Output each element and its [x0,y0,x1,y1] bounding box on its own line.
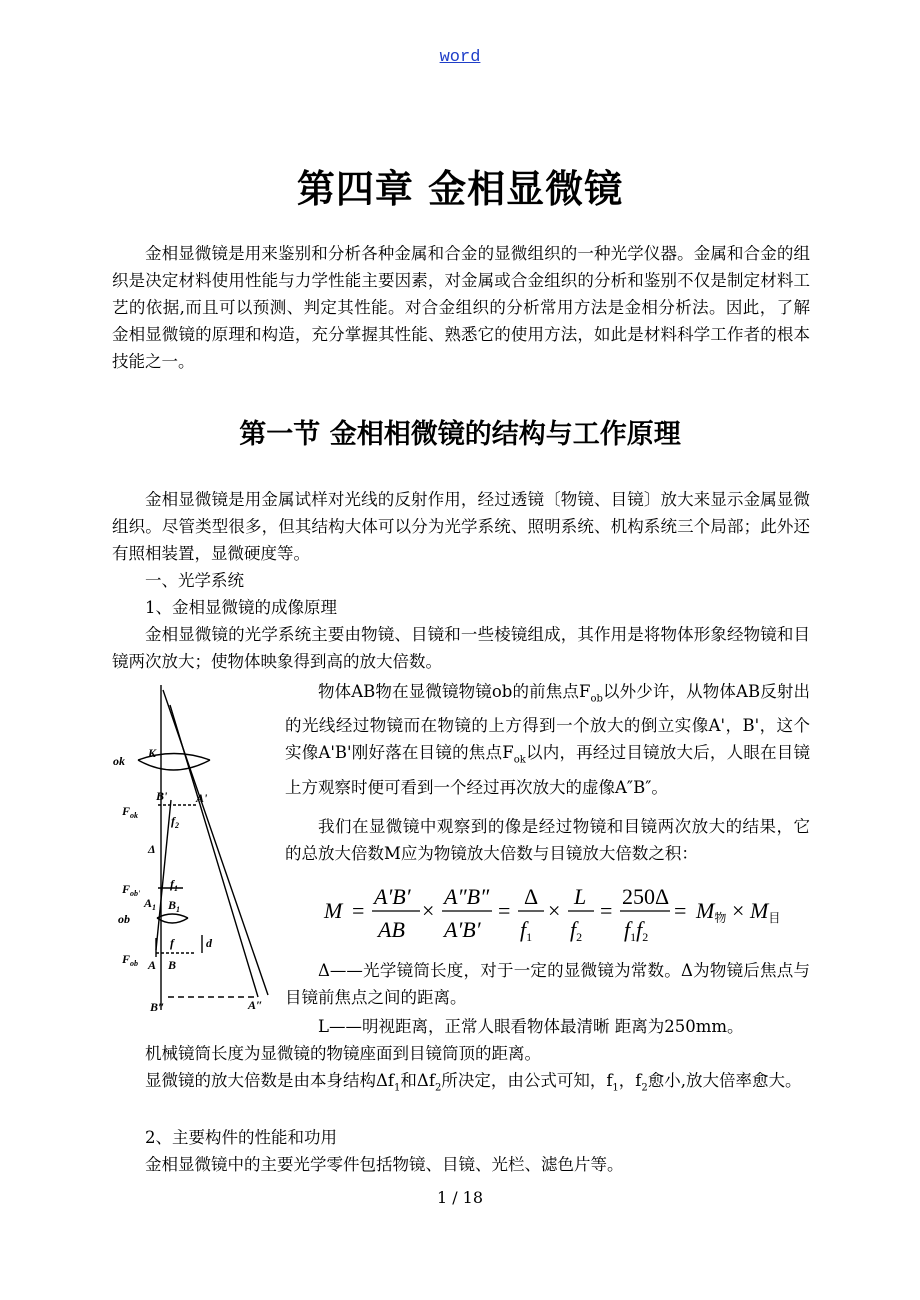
header-link[interactable]: word [439,48,481,67]
label-B-prime: B' [156,789,168,803]
label-A-double-prime: A″ [248,998,263,1012]
L-definition: L——明视距离，正常人眼看物体最清晰 距离为250mm。 [318,1017,744,1036]
svg-text:f1: f1 [520,917,533,944]
mechanical-tube-length: 机械镜筒长度为显微镜的物镜座面到目镜筒顶的距离。 [145,1044,541,1063]
total-magnification-paragraph: 我们在显微镜中观察到的像是经过物镜和目镜两次放大的结果，它的总放大倍数M应为物镜放大倍数与目镜放大倍数之积： [285,817,810,863]
svg-text:A″B″: A″B″ [444,884,490,909]
svg-text:×: × [422,898,435,923]
svg-text:f1f2: f1f2 [624,917,649,944]
svg-text:L: L [574,884,587,909]
label-K: K [148,746,157,760]
label-F-ob-prime: $F_{ob'}$ [122,882,141,898]
svg-text:A′B′: A′B′ [374,884,411,909]
svg-text:=: = [498,898,511,923]
svg-text:×: × [732,898,745,923]
label-f1: $f_1$ [170,877,178,893]
label-f2: $f_2$ [171,814,179,830]
svg-text:AB: AB [378,917,405,942]
svg-text:M: M [324,898,343,923]
svg-text:M目: M目 [750,898,781,925]
label-B: B [168,958,177,972]
label-delta: Δ [148,842,156,856]
svg-text:250Δ: 250Δ [622,884,670,909]
label-A1: $A_1$ [144,896,157,912]
image-formation-paragraph: 物体AB物在显微镜物镜ob的前焦点$F_{ob}$以外少许，从物体AB反射出的光线经过物镜而在物镜的上方得到一个放大的倒立实像A'，B'，这个实像A'B'刚好落在目镜的焦点$F_{ok}$以内，再经过目镜放大后，人眼在目镜上方观察时便可看到一个经过再次放大的虚像A″B″。 [285,682,810,797]
optical-ray-diagram [108,685,278,1015]
structure-paragraph: 金相显微镜是用金属试样对光线的反射作用，经过透镜〔物镜、目镜〕放大来显示金属显微组织。尽管类型很多，但其结构大体可以分为光学系统、照明系统、机构系统三个局部；此外还有照相装置，显微硬度等。 [112,490,810,563]
svg-text:=: = [600,898,613,923]
label-B-double-prime: B″ [150,1000,165,1014]
heading-optical-system: 一、光学系统 [145,571,244,590]
label-F-ob: $F_{ob}$ [122,952,139,968]
main-components-paragraph: 金相显微镜中的主要光学零件包括物镜、目镜、光栏、滤色片等。 [145,1155,624,1174]
intro-paragraph: 金相显微镜是用来鉴别和分析各种金属和合金的显微组织的一种光学仪器。金属和合金的组织是决定材料使用性能与力学性能主要因素，对金属或合金组织的分析和鉴别不仅是制定材料工艺的依据,而且可以预测、判定其性能。对合金组织的分析常用方法是金相分析法。因此，了解金相显微镜的原理和构造，充分掌握其性能、熟悉它的使用方法，如此是材料科学工作者的根本技能之一。 [112,244,810,371]
svg-text:A′B′: A′B′ [444,917,481,942]
svg-text:×: × [548,898,561,923]
label-A-prime: A' [196,791,208,805]
optical-system-paragraph: 金相显微镜的光学系统主要由物镜、目镜和一些棱镜组成，其作用是将物体形象经物镜和目镜两次放大；使物体映象得到高的放大倍数。 [112,625,810,671]
label-ob: ob [118,912,130,926]
label-F-ok: $F_{ok}$ [122,804,139,820]
page-number: 1 / 18 [436,1188,484,1207]
svg-text:=: = [674,898,687,923]
label-f: f [170,936,174,950]
label-B1: $B_1$ [168,898,181,914]
delta-definition: Δ——光学镜筒长度，对于一定的显微镜为常数。Δ为物镜后焦点与目镜前焦点之间的距离。 [285,961,810,1007]
svg-text:M物: M物 [696,898,727,925]
label-A: A [148,958,157,972]
chapter-title: 第四章 金相显微镜 [296,167,624,211]
section-title: 第一节 金相相微镜的结构与工作原理 [239,419,681,450]
heading-imaging-principle: 1、金相显微镜的成像原理 [145,598,337,617]
magnification-explanation: 显微镜的放大倍数是由本身结构$\Delta f_1$和$\Delta f_2$所决定，由公式可知，$f_1$，$f_2$愈小,放大倍率愈大。 [145,1071,802,1094]
magnification-formula [318,876,788,948]
label-d: d [206,936,212,950]
svg-text:Δ: Δ [524,884,539,909]
label-ok: ok [113,754,125,768]
svg-text:f2: f2 [570,917,583,944]
heading-main-components: 2、主要构件的性能和功用 [145,1128,337,1147]
svg-text:=: = [352,898,365,923]
